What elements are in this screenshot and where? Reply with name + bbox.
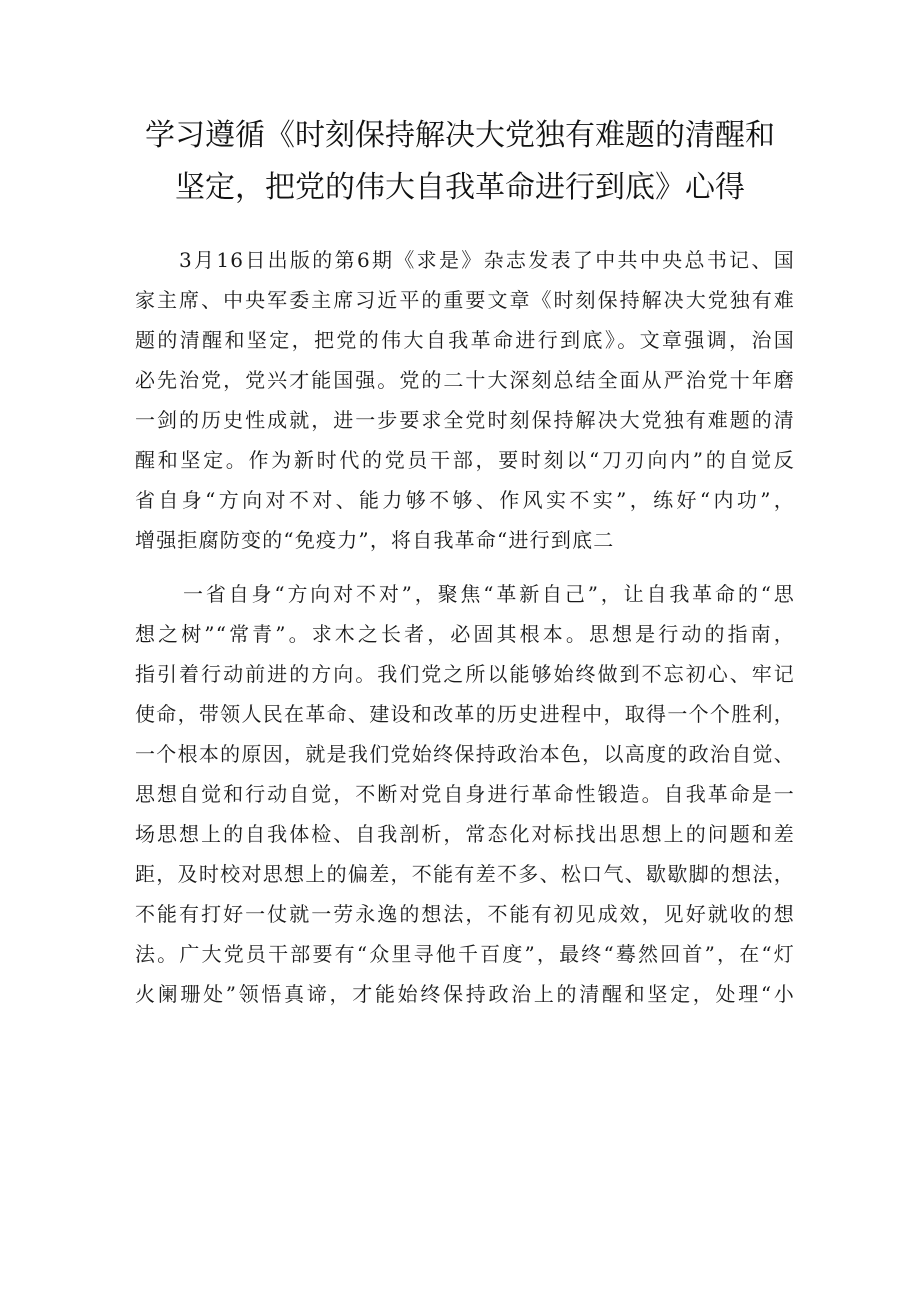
- paragraph-2-line-8: 距，及时校对思想上的偏差，不能有差不多、松口气、歇歇脚的想法，: [135, 862, 795, 886]
- paragraph-1-line-4: 必先治党，党兴才能国强。党的二十大深刻总结全面从严治党十年磨: [135, 368, 795, 392]
- paragraph-2-line-2: 想之树”“常青”。求木之长者，必固其根本。思想是行动的指南，: [135, 622, 795, 646]
- document-body: [135, 240, 795, 1014]
- paragraph-2-line-5: 一个根本的原因，就是我们党始终保持政治本色，以高度的政治自觉、: [135, 742, 795, 766]
- paragraph-2-line-6: 思想自觉和行动自觉，不断对党自身进行革命性锻造。自我革命是一: [135, 782, 795, 806]
- paragraph-2-line-7: 场思想上的自我体检、自我剖析，常态化对标找出思想上的问题和差: [135, 822, 795, 846]
- paragraph-2-line-11: 火阑珊处”领悟真谛，才能始终保持政治上的清醒和坚定，处理“小: [135, 982, 795, 1006]
- paragraph-1-line-1: 3月16日出版的第6期《求是》杂志发表了中共中央总书记、国: [179, 248, 795, 272]
- document-title: [120, 110, 800, 214]
- paragraph-1-line-5: 一剑的历史性成就，进一步要求全党时刻保持解决大党独有难题的清: [135, 408, 795, 432]
- paragraph-2-line-4: 使命，带领人民在革命、建设和改革的历史进程中，取得一个个胜利，: [135, 702, 795, 726]
- title-line-1: 学习遵循《时刻保持解决大党独有难题的清醒和: [145, 118, 775, 153]
- paragraph-2-line-10: 法。广大党员干部要有“众里寻他千百度”，最终“蓦然回首”，在“灯: [135, 942, 795, 966]
- paragraph-1-line-8: 增强拒腐防变的“免疫力”，将自我革命“进行到底二: [135, 528, 615, 552]
- paragraph-2: [135, 574, 795, 1014]
- paragraph-1: [135, 240, 795, 560]
- title-line-2: 坚定，把党的伟大自我革命进行到底》心得: [175, 170, 745, 205]
- paragraph-1-line-3: 题的清醒和坚定，把党的伟大自我革命进行到底》。文章强调，治国: [135, 328, 795, 352]
- paragraph-2-line-1: 一省自身“方向对不对”，聚焦“革新自己”，让自我革命的“思: [183, 582, 795, 606]
- paragraph-2-line-9: 不能有打好一仗就一劳永逸的想法，不能有初见成效，见好就收的想: [135, 902, 795, 926]
- paragraph-1-line-2: 家主席、中央军委主席习近平的重要文章《时刻保持解决大党独有难: [135, 288, 795, 312]
- paragraph-gap: [135, 560, 795, 574]
- paragraph-1-line-7: 省自身“方向对不对、能力够不够、作风实不实”，练好“内功”，: [135, 488, 795, 512]
- paragraph-1-line-6: 醒和坚定。作为新时代的党员干部，要时刻以“刀刃向内”的自觉反: [135, 448, 795, 472]
- paragraph-2-line-3: 指引着行动前进的方向。我们党之所以能够始终做到不忘初心、牢记: [135, 662, 795, 686]
